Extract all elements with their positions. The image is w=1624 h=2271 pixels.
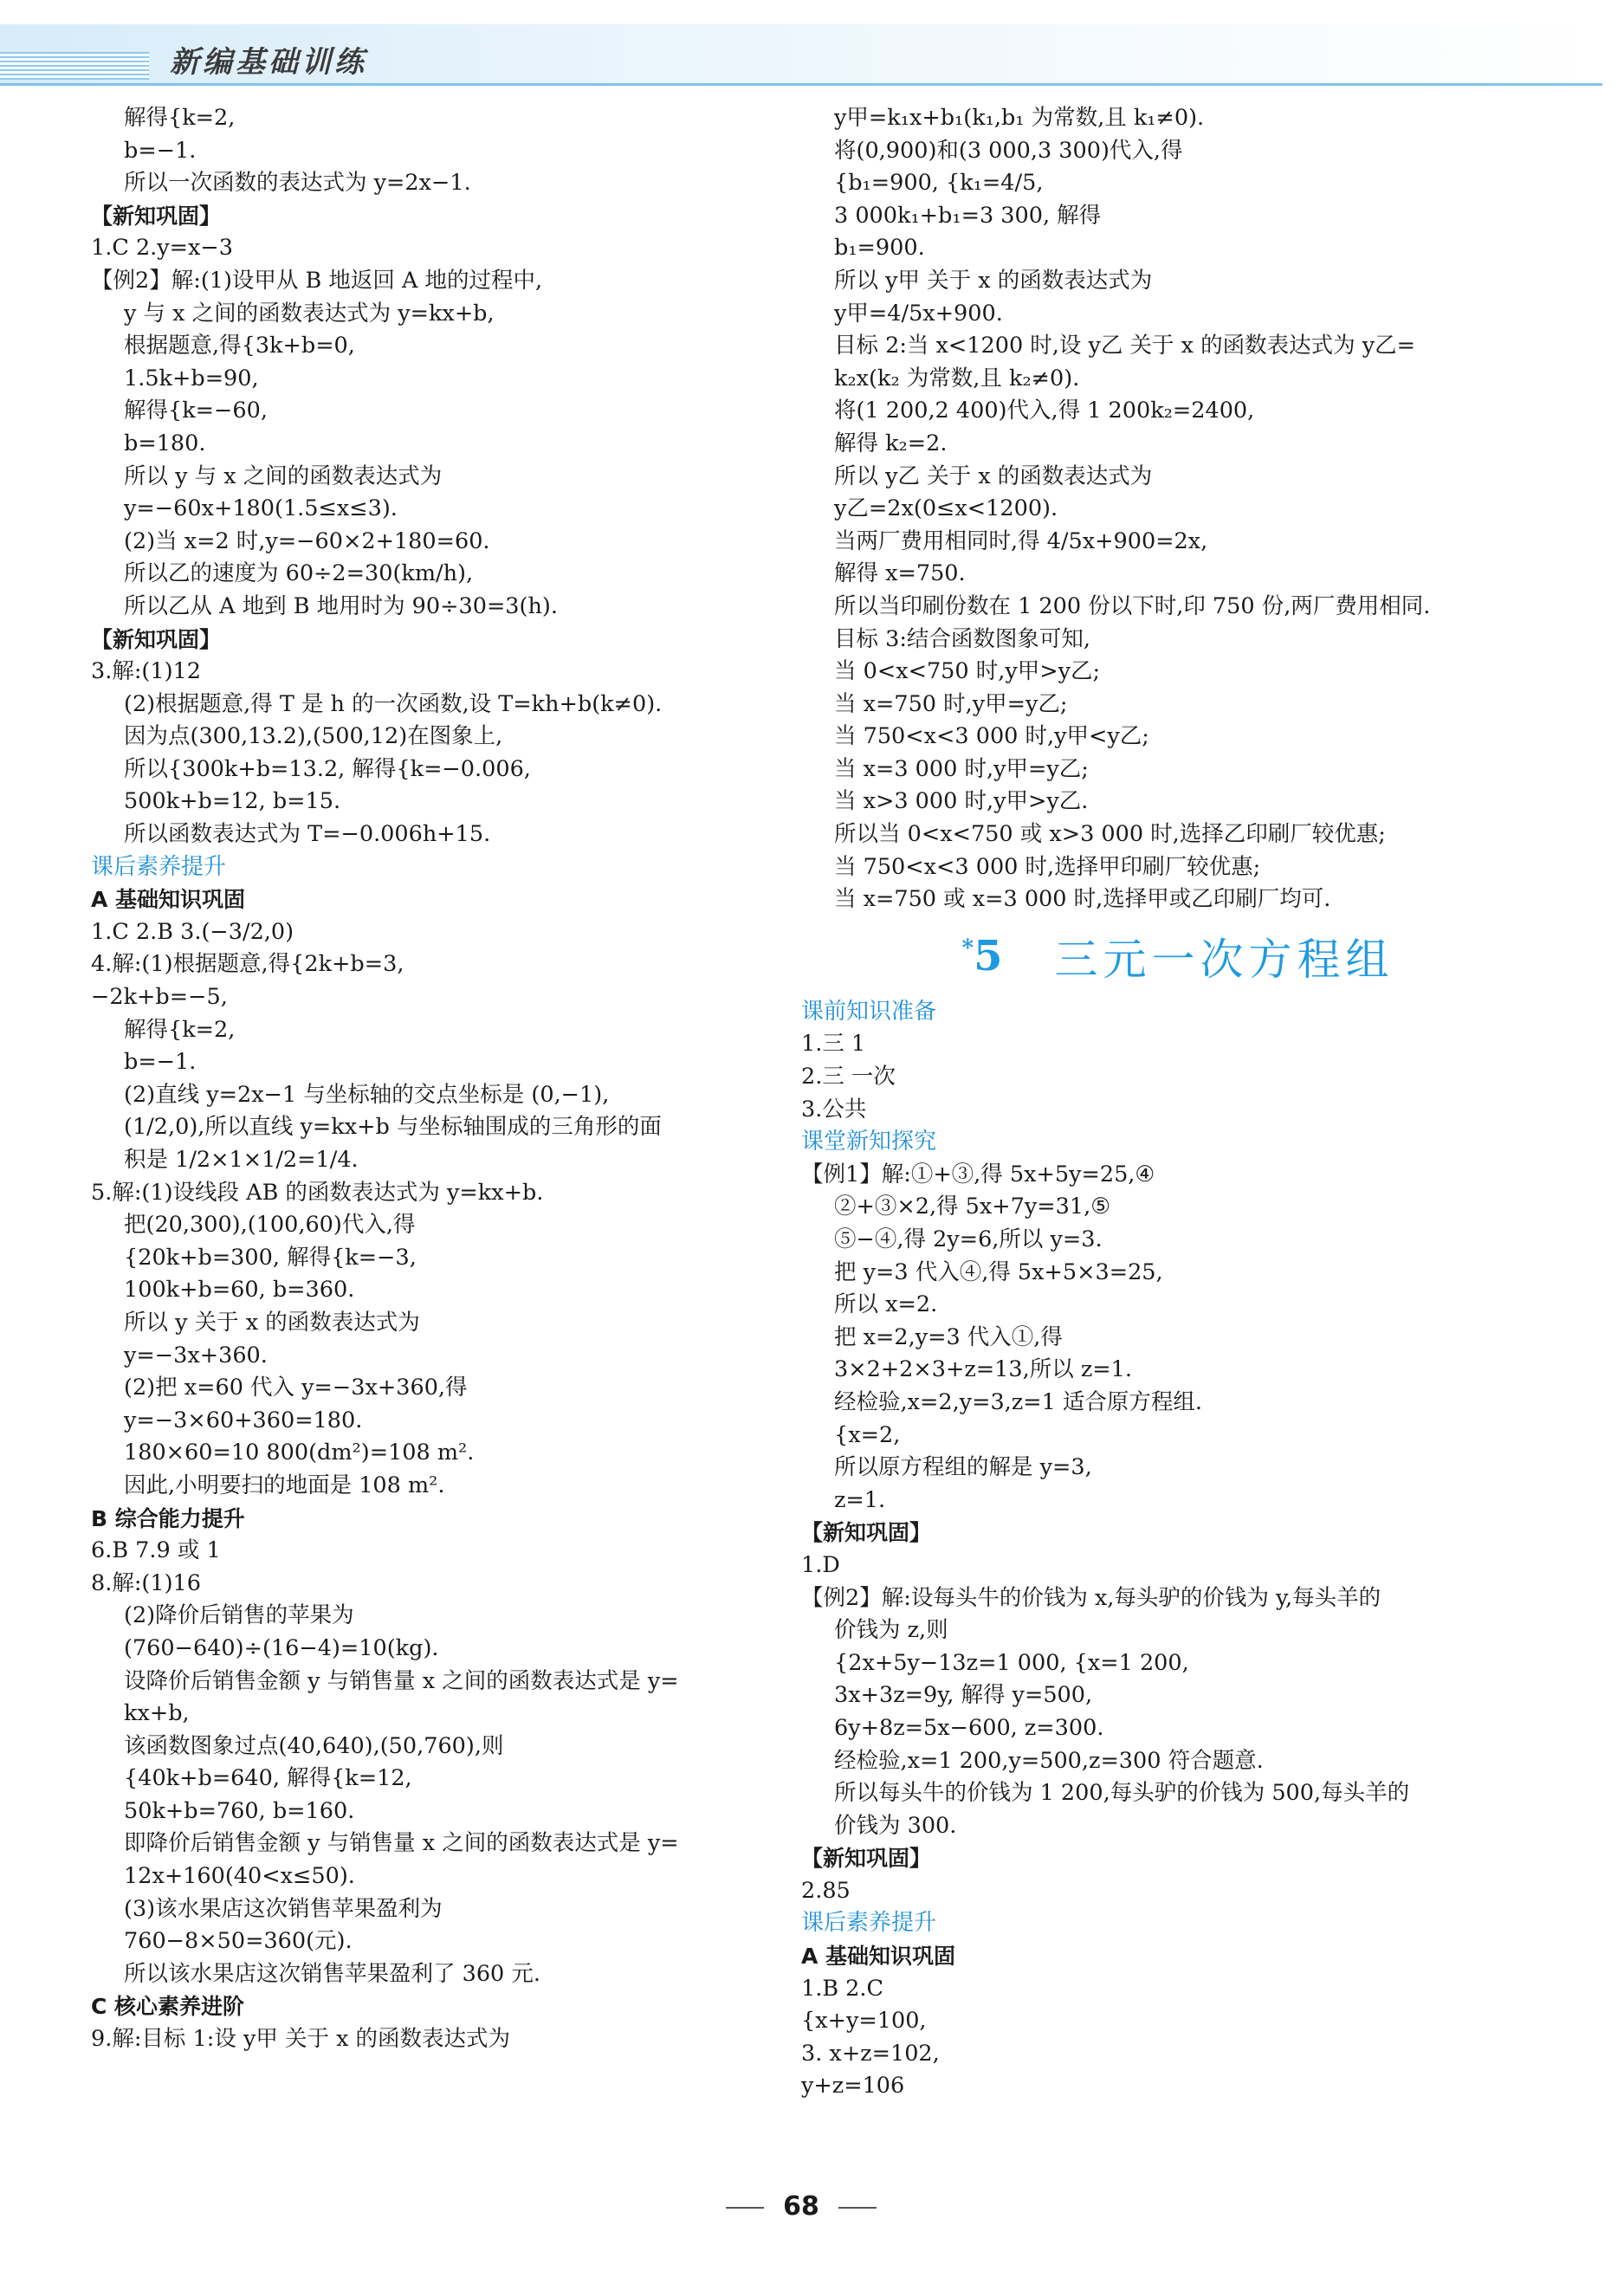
text-line: 目标 3:结合函数图象可知,	[834, 625, 1091, 652]
right-column	[801, 102, 1555, 2103]
text-line: 课后素养提升	[91, 853, 227, 880]
text-line: (3)该水果店这次销售苹果盈利为	[124, 1895, 443, 1922]
text-line: 4.解:(1)根据题意,得{2k+b=3,	[91, 951, 404, 978]
text-line: 【例1】解:①+③,得 5x+5y=25,④	[801, 1161, 1155, 1187]
text-line: 所以函数表达式为 T=−0.006h+15.	[124, 821, 491, 848]
text-line: 解得{k=−60,	[124, 398, 268, 424]
text-line: 设降价后销售金额 y 与销售量 x 之间的函数表达式是 y=	[124, 1667, 679, 1694]
text-line: 所以 y 关于 x 的函数表达式为	[124, 1309, 420, 1336]
text-line: 所以 y乙 关于 x 的函数表达式为	[834, 463, 1153, 489]
text-line: 100k+b=60, b=360.	[124, 1277, 355, 1304]
text-line: 当两厂费用相同时,得 4/5x+900=2x,	[834, 527, 1208, 554]
text-line: 该函数图象过点(40,640),(50,760),则	[124, 1732, 504, 1759]
text-line: 3.公共	[801, 1096, 867, 1123]
text-line: 积是 1/2×1×1/2=1/4.	[124, 1147, 359, 1173]
text-line: 解得{k=2,	[124, 105, 236, 131]
text-line: 根据题意,得{3k+b=0,	[124, 333, 355, 359]
text-line: 将(0,900)和(3 000,3 300)代入,得	[834, 137, 1183, 164]
text-line: 3×2+2×3+z=13,所以 z=1.	[834, 1356, 1132, 1383]
text-line: 【例2】解:设每头牛的价钱为 x,每头驴的价钱为 y,每头羊的	[801, 1584, 1381, 1611]
footer-dash-right	[838, 2207, 877, 2209]
page-number: 68	[783, 2191, 819, 2222]
text-line: 3 000k₁+b₁=3 300, 解得	[834, 202, 1102, 229]
text-line: 所以当印刷份数在 1 200 份以下时,印 750 份,两厂费用相同.	[834, 592, 1431, 619]
text-line: −2k+b=−5,	[91, 984, 228, 1011]
header-divider	[0, 83, 1602, 86]
section-title: 三元一次方程组	[1054, 934, 1394, 985]
text-line: {20k+b=300, 解得{k=−3,	[124, 1244, 417, 1271]
text-line: 当 750<x<3 000 时,选择甲印刷厂较优惠;	[834, 853, 1261, 880]
text-line: 经检验,x=2,y=3,z=1 适合原方程组.	[834, 1388, 1203, 1415]
text-line: 1.B 2.C	[801, 1975, 884, 2002]
header-stripe-decoration	[0, 52, 149, 80]
text-line: y甲=k₁x+b₁(k₁,b₁ 为常数,且 k₁≠0).	[834, 105, 1205, 131]
text-line: y甲=4/5x+900.	[834, 300, 1003, 327]
text-line: 将(1 200,2 400)代入,得 1 200k₂=2400,	[834, 398, 1255, 424]
header-title: 新编基础训练	[170, 45, 367, 80]
text-line: 因此,小明要扫的地面是 108 m².	[124, 1472, 445, 1498]
page-footer	[0, 2191, 1602, 2222]
text-line: 经检验,x=1 200,y=500,z=300 符合题意.	[834, 1747, 1264, 1774]
text-line: 课后素养提升	[801, 1910, 937, 1937]
text-line: 因为点(300,13.2),(500,12)在图象上,	[124, 723, 503, 750]
text-line: 所以每头牛的价钱为 1 200,每头驴的价钱为 500,每头羊的	[834, 1780, 1410, 1807]
right-column-top	[801, 102, 1555, 916]
section-heading	[801, 916, 1555, 996]
text-line: b=180.	[124, 430, 206, 456]
text-line: 价钱为 300.	[834, 1812, 957, 1839]
text-line: A 基础知识巩固	[801, 1944, 956, 1970]
text-line: 9.解:目标 1:设 y甲 关于 x 的函数表达式为	[91, 2026, 511, 2053]
text-line: 1.C 2.B 3.(−3/2,0)	[91, 918, 294, 945]
section-number	[961, 932, 1002, 980]
text-line: y=−3x+360.	[124, 1342, 268, 1368]
text-line: k₂x(k₂ 为常数,且 k₂≠0).	[834, 365, 1080, 391]
text-line: B 综合能力提升	[91, 1505, 245, 1531]
text-line: ②+③×2,得 5x+7y=31,⑤	[834, 1194, 1111, 1220]
text-line: 3.解:(1)12	[91, 658, 201, 685]
text-line: 760−8×50=360(元).	[124, 1928, 353, 1955]
text-line: (2)直线 y=2x−1 与坐标轴的交点坐标是 (0,−1),	[124, 1081, 610, 1108]
text-line: 【新知巩固】	[801, 1846, 932, 1872]
section-num-text: 5	[974, 931, 1003, 980]
text-line: 50k+b=760, b=160.	[124, 1797, 355, 1824]
text-line: 解得 x=750.	[834, 560, 966, 587]
text-line: 所以原方程组的解是 y=3,	[834, 1454, 1092, 1481]
text-line: C 核心素养进阶	[91, 1994, 245, 2020]
text-line: 1.5k+b=90,	[124, 365, 259, 391]
text-line: 6y+8z=5x−600, z=300.	[834, 1714, 1104, 1741]
text-line: 所以{300k+b=13.2, 解得{k=−0.006,	[124, 755, 531, 782]
text-line: 当 x>3 000 时,y甲>y乙.	[834, 788, 1089, 815]
text-line: 2.三 一次	[801, 1064, 896, 1090]
text-line: {x+y=100,	[801, 2008, 927, 2035]
text-line: 把 x=2,y=3 代入①,得	[834, 1323, 1063, 1350]
text-line: z=1.	[834, 1486, 886, 1513]
text-line: ⑤−④,得 2y=6,所以 y=3.	[834, 1226, 1103, 1252]
text-line: 【例2】解:(1)设甲从 B 地返回 A 地的过程中,	[91, 267, 543, 294]
text-line: {40k+b=640, 解得{k=12,	[124, 1765, 412, 1792]
text-line: y乙=2x(0≤x<1200).	[834, 495, 1058, 522]
text-line: 价钱为 z,则	[834, 1617, 948, 1644]
text-line: 所以乙的速度为 60÷2=30(km/h),	[124, 560, 474, 587]
text-line: 【新知巩固】	[801, 1520, 932, 1546]
text-line: 2.85	[801, 1877, 851, 1904]
text-line: 3x+3z=9y, 解得 y=500,	[834, 1682, 1093, 1709]
text-line: 180×60=10 800(dm²)=108 m².	[124, 1440, 475, 1466]
text-line: 【新知巩固】	[91, 626, 222, 652]
text-line: (1/2,0),所以直线 y=kx+b 与坐标轴围成的三角形的面	[124, 1114, 662, 1141]
text-line: b₁=900.	[834, 235, 925, 262]
text-line: 解得{k=2,	[124, 1016, 236, 1043]
text-line: 所以 y甲 关于 x 的函数表达式为	[834, 267, 1153, 294]
text-line: 当 x=3 000 时,y甲=y乙;	[834, 755, 1089, 782]
left-column	[91, 102, 844, 2056]
text-line: 8.解:(1)16	[91, 1569, 201, 1596]
text-line: 即降价后销售金额 y 与销售量 x 之间的函数表达式是 y=	[124, 1830, 679, 1857]
text-line: 所以 x=2.	[834, 1291, 938, 1318]
text-line: 所以乙从 A 地到 B 地用时为 90÷30=3(h).	[124, 592, 558, 619]
text-line: 5.解:(1)设线段 AB 的函数表达式为 y=kx+b.	[91, 1179, 544, 1206]
text-line: 6.B 7.9 或 1	[91, 1537, 221, 1564]
text-line: 【新知巩固】	[91, 203, 222, 229]
text-line: 所以当 0<x<750 或 x>3 000 时,选择乙印刷厂较优惠;	[834, 821, 1386, 848]
text-line: (2)当 x=2 时,y=−60×2+180=60.	[124, 527, 490, 554]
text-line: 所以该水果店这次销售苹果盈利了 360 元.	[124, 1960, 540, 1987]
right-column-bottom	[801, 996, 1555, 2103]
text-line: 所以一次函数的表达式为 y=2x−1.	[124, 170, 471, 197]
text-line: {2x+5y−13z=1 000, {x=1 200,	[834, 1649, 1189, 1676]
text-line: 把(20,300),(100,60)代入,得	[124, 1212, 416, 1239]
text-line: {x=2,	[834, 1421, 901, 1448]
text-line: 3. x+z=102,	[801, 2040, 940, 2067]
text-line: 当 750<x<3 000 时,y甲<y乙;	[834, 723, 1149, 750]
text-line: 1.三 1	[801, 1031, 866, 1058]
text-line: A 基础知识巩固	[91, 887, 246, 913]
text-line: 目标 2:当 x<1200 时,设 y乙 关于 x 的函数表达式为 y乙=	[834, 333, 1415, 359]
text-line: 12x+160(40<x≤50).	[124, 1863, 355, 1890]
text-line: 解得 k₂=2.	[834, 430, 948, 456]
text-line: b=−1.	[124, 137, 197, 164]
text-line: y+z=106	[801, 2073, 905, 2100]
text-line: y 与 x 之间的函数表达式为 y=kx+b,	[124, 300, 495, 327]
text-line: 所以 y 与 x 之间的函数表达式为	[124, 463, 443, 489]
text-line: 1.C 2.y=x−3	[91, 235, 234, 262]
text-line: b=−1.	[124, 1049, 197, 1076]
text-line: (760−640)÷(16−4)=10(kg).	[124, 1634, 439, 1661]
section-star: *	[961, 935, 974, 961]
text-line: kx+b,	[124, 1700, 190, 1727]
text-line: 课前知识准备	[801, 998, 937, 1025]
text-line: 把 y=3 代入④,得 5x+5×3=25,	[834, 1258, 1163, 1285]
footer-dash-left	[726, 2207, 764, 2209]
text-line: (2)降价后销售的苹果为	[124, 1602, 354, 1629]
text-line: 1.D	[801, 1551, 840, 1578]
text-line: 课堂新知探究	[801, 1129, 937, 1155]
text-line: 当 0<x<750 时,y甲>y乙;	[834, 658, 1101, 685]
text-line: 当 x=750 时,y甲=y乙;	[834, 690, 1068, 717]
text-line: y=−60x+180(1.5≤x≤3).	[124, 495, 398, 522]
text-line: 当 x=750 或 x=3 000 时,选择甲或乙印刷厂均可.	[834, 886, 1331, 913]
text-line: {b₁=900, {k₁=4/5,	[834, 170, 1044, 197]
text-line: (2)根据题意,得 T 是 h 的一次函数,设 T=kh+b(k≠0).	[124, 690, 663, 717]
text-line: 500k+b=12, b=15.	[124, 788, 341, 815]
text-line: y=−3×60+360=180.	[124, 1407, 363, 1433]
text-line: (2)把 x=60 代入 y=−3x+360,得	[124, 1375, 468, 1401]
